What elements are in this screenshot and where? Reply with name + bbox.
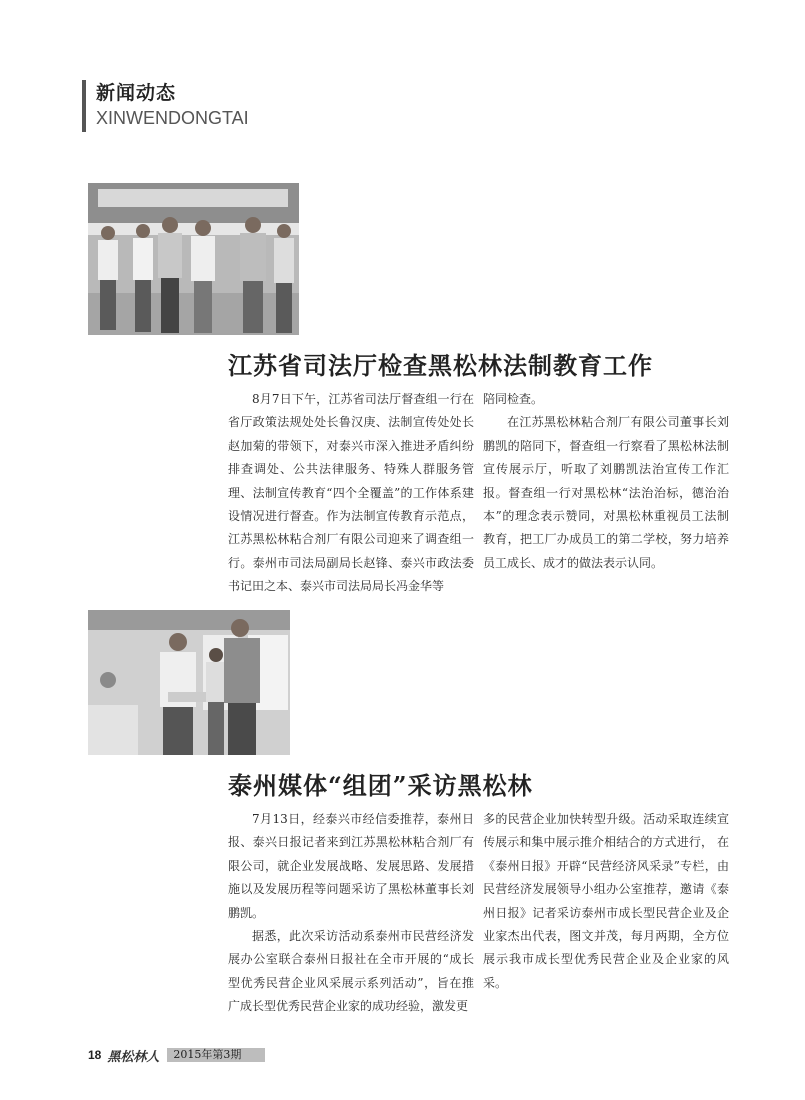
issue-label: 2015年第3期 xyxy=(167,1048,265,1062)
reporters-interview-photo xyxy=(88,610,290,755)
article-column-right xyxy=(483,388,729,575)
article-column-left xyxy=(228,808,474,1019)
page-footer xyxy=(88,1047,265,1063)
article-title: 泰州媒体“组团”采访黑松林 xyxy=(228,771,533,800)
article-title: 江苏省司法厅检查黑松林法制教育工作 xyxy=(228,351,653,380)
page-number: 18 xyxy=(88,1048,102,1062)
article-column-left xyxy=(228,388,474,599)
article-column-right xyxy=(483,808,729,995)
paragraph: 8月7日下午，江苏省司法厅督查组一行在省厅政策法规处处长鲁汉庚、法制宣传处处长赵加菊的带领下，对泰兴市深入推进矛盾纠纷排查调处、公共法律服务、特殊人群服务管理、法制宣传教育“四个全覆盖”的工作体系建设情况进行督查。作为法制宣传教育示范点，江苏黑松林粘合剂厂有限公司迎来了调查组一行。泰州市司法局副局长赵锋、泰兴市政法委书记田之本、泰兴市司法局局长冯金华等 xyxy=(228,392,474,594)
paragraph: 在江苏黑松林粘合剂厂有限公司董事长刘鹏凯的陪同下，督查组一行察看了黑松林法制宣传展示厅，听取了刘鹏凯法治宣传工作汇报。督查组一行对黑松林“法治治标，德治治本”的理念表示赞同，对黑松林重视员工法制教育，把工厂办成员工的第二学校，努力培养员工成长、成才的做法表示认同。 xyxy=(483,415,729,570)
section-header xyxy=(82,80,249,132)
section-title-cn: 新闻动态 xyxy=(96,82,177,104)
inspection-group-photo xyxy=(88,183,299,335)
paragraph-continued: 陪同检查。 xyxy=(483,392,544,406)
magazine-logo: 黑松林人 xyxy=(107,1049,160,1065)
paragraph: 7月13日，经泰兴市经信委推荐，泰州日报、泰兴日报记者来到江苏黑松林粘合剂厂有限公司，就企业发展战略、发展思路、发展措施以及发展历程等问题采访了黑松林董事长刘鹏凯。 xyxy=(228,812,474,920)
section-title-en: XINWENDONGTAI xyxy=(96,108,249,128)
paragraph: 据悉，此次采访活动系泰州市民营经济发展办公室联合泰州日报社在全市开展的“成长型优秀民营企业风采展示系列活动”，旨在推广成长型优秀民营企业家的成功经验，激发更 xyxy=(228,929,474,1014)
paragraph-continued: 多的民营企业加快转型升级。活动采取连续宣传展示和集中展示推介相结合的方式进行， 在《泰州日报》开辟“民营经济风采录”专栏，由民营经济发展领导小组办公室推荐，邀请《泰州日报》记者采访泰州市成长型民营企业及企业家杰出代表，图文并茂，每月两期，全方位展示我市成长型优秀民营企业及企业家的风采。 xyxy=(483,812,729,990)
